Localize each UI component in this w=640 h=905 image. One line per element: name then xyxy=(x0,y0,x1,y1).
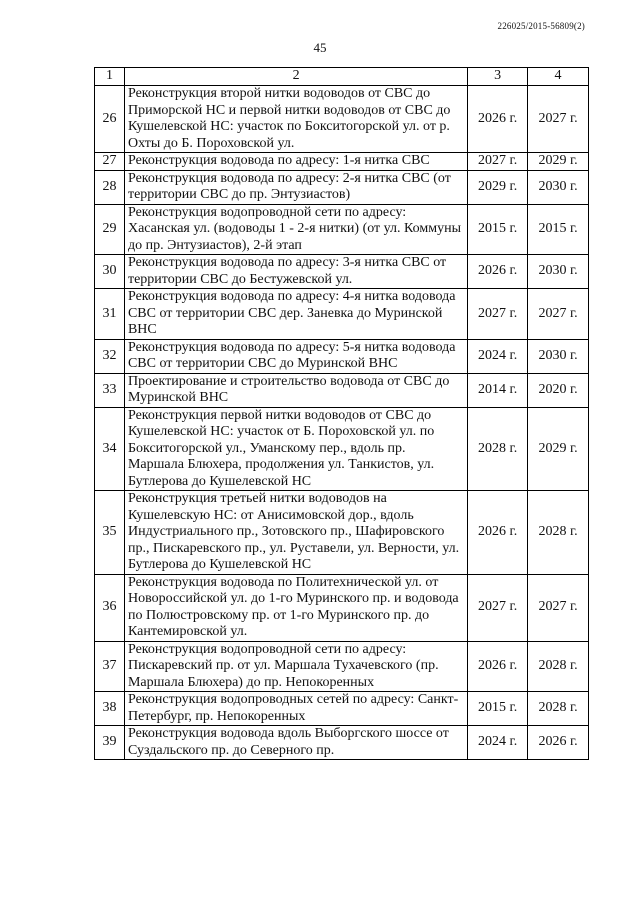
end-year: 2027 г. xyxy=(528,574,589,641)
start-year: 2027 г. xyxy=(468,574,528,641)
start-year: 2026 г. xyxy=(468,641,528,692)
row-description: Реконструкция водопроводной сети по адресу: Хасанская ул. (водоводы 1 - 2-я нитки) (от ул. Коммуны до пр. Энтузиастов), 2-й этап xyxy=(124,204,467,255)
end-year: 2030 г. xyxy=(528,170,589,204)
start-year: 2029 г. xyxy=(468,170,528,204)
row-number: 30 xyxy=(95,255,125,289)
table-row xyxy=(95,86,589,153)
end-year: 2027 г. xyxy=(528,289,589,340)
row-number: 27 xyxy=(95,153,125,171)
table-row xyxy=(95,641,589,692)
end-year: 2029 г. xyxy=(528,153,589,171)
column-header: 1 xyxy=(95,68,125,86)
end-year: 2028 г. xyxy=(528,641,589,692)
projects-table xyxy=(94,67,589,760)
column-header: 4 xyxy=(528,68,589,86)
row-number: 31 xyxy=(95,289,125,340)
row-description: Реконструкция третьей нитки водоводов на Кушелевскую НС: от Анисимовской дор., вдоль Индустриального пр., Зотовского пр., Шафировского пр., Пискаревского пр., ул. Руставели, ул. Верности, ул. Бутлерова до Кушелевской НС xyxy=(124,491,467,575)
start-year: 2015 г. xyxy=(468,204,528,255)
start-year: 2026 г. xyxy=(468,255,528,289)
row-description: Реконструкция водопроводной сети по адресу: Пискаревский пр. от ул. Маршала Тухачевского (пр. Маршала Блюхера) до пр. Непокоренных xyxy=(124,641,467,692)
table-row xyxy=(95,373,589,407)
row-number: 39 xyxy=(95,726,125,760)
row-number: 37 xyxy=(95,641,125,692)
end-year: 2030 г. xyxy=(528,339,589,373)
end-year: 2015 г. xyxy=(528,204,589,255)
table-row xyxy=(95,407,589,491)
table-row xyxy=(95,692,589,726)
column-header: 3 xyxy=(468,68,528,86)
table-row xyxy=(95,153,589,171)
table-row xyxy=(95,204,589,255)
end-year: 2026 г. xyxy=(528,726,589,760)
row-number: 34 xyxy=(95,407,125,491)
column-header: 2 xyxy=(124,68,467,86)
row-number: 29 xyxy=(95,204,125,255)
end-year: 2028 г. xyxy=(528,692,589,726)
row-number: 28 xyxy=(95,170,125,204)
start-year: 2027 г. xyxy=(468,289,528,340)
end-year: 2020 г. xyxy=(528,373,589,407)
row-number: 32 xyxy=(95,339,125,373)
row-description: Реконструкция водовода по адресу: 1-я нитка СВС xyxy=(124,153,467,171)
row-description: Реконструкция водовода по Политехнической ул. от Новороссийской ул. до 1-го Муринского пр. и водовода по Полюстровскому пр. от 1-го Муринского пр. до Кантемировской ул. xyxy=(124,574,467,641)
row-description: Реконструкция водовода по адресу: 2-я нитка СВС (от территории СВС до пр. Энтузиастов) xyxy=(124,170,467,204)
start-year: 2027 г. xyxy=(468,153,528,171)
row-number: 35 xyxy=(95,491,125,575)
end-year: 2028 г. xyxy=(528,491,589,575)
start-year: 2026 г. xyxy=(468,491,528,575)
start-year: 2014 г. xyxy=(468,373,528,407)
row-description: Реконструкция водовода по адресу: 4-я нитка водовода СВС от территории СВС дер. Заневка до Муринской ВНС xyxy=(124,289,467,340)
row-description: Реконструкция водопроводных сетей по адресу: Санкт-Петербург, пр. Непокоренных xyxy=(124,692,467,726)
end-year: 2027 г. xyxy=(528,86,589,153)
row-description: Реконструкция первой нитки водоводов от СВС до Кушелевской НС: участок от Б. Пороховской ул. по Бокситогорской ул., Уманскому пер., вдоль пр. Маршала Блюхера, продолжения ул. Танкистов, ул. Бутлерова до Кушелевской НС xyxy=(124,407,467,491)
start-year: 2024 г. xyxy=(468,339,528,373)
table-row xyxy=(95,726,589,760)
table-row xyxy=(95,255,589,289)
row-description: Проектирование и строительство водовода от СВС до Муринской ВНС xyxy=(124,373,467,407)
row-description: Реконструкция второй нитки водоводов от СВС до Приморской НС и первой нитки водоводов от СВС до Кушелевской НС: участок по Бокситогорской ул. от р. Охты до Б. Пороховской ул. xyxy=(124,86,467,153)
table-row xyxy=(95,574,589,641)
row-number: 38 xyxy=(95,692,125,726)
row-number: 36 xyxy=(95,574,125,641)
row-number: 33 xyxy=(95,373,125,407)
table-row xyxy=(95,491,589,575)
table-header-row xyxy=(95,68,589,86)
start-year: 2015 г. xyxy=(468,692,528,726)
row-description: Реконструкция водовода по адресу: 3-я нитка СВС от территории СВС до Бестужевской ул. xyxy=(124,255,467,289)
start-year: 2024 г. xyxy=(468,726,528,760)
table-row xyxy=(95,170,589,204)
row-description: Реконструкция водовода по адресу: 5-я нитка водовода СВС от территории СВС до Муринской ВНС xyxy=(124,339,467,373)
document-number: 226025/2015-56809(2) xyxy=(497,21,585,31)
end-year: 2030 г. xyxy=(528,255,589,289)
row-description: Реконструкция водовода вдоль Выборгского шоссе от Суздальского пр. до Северного пр. xyxy=(124,726,467,760)
start-year: 2028 г. xyxy=(468,407,528,491)
start-year: 2026 г. xyxy=(468,86,528,153)
table-row xyxy=(95,339,589,373)
row-number: 26 xyxy=(95,86,125,153)
table-row xyxy=(95,289,589,340)
page-number: 45 xyxy=(313,40,327,55)
end-year: 2029 г. xyxy=(528,407,589,491)
